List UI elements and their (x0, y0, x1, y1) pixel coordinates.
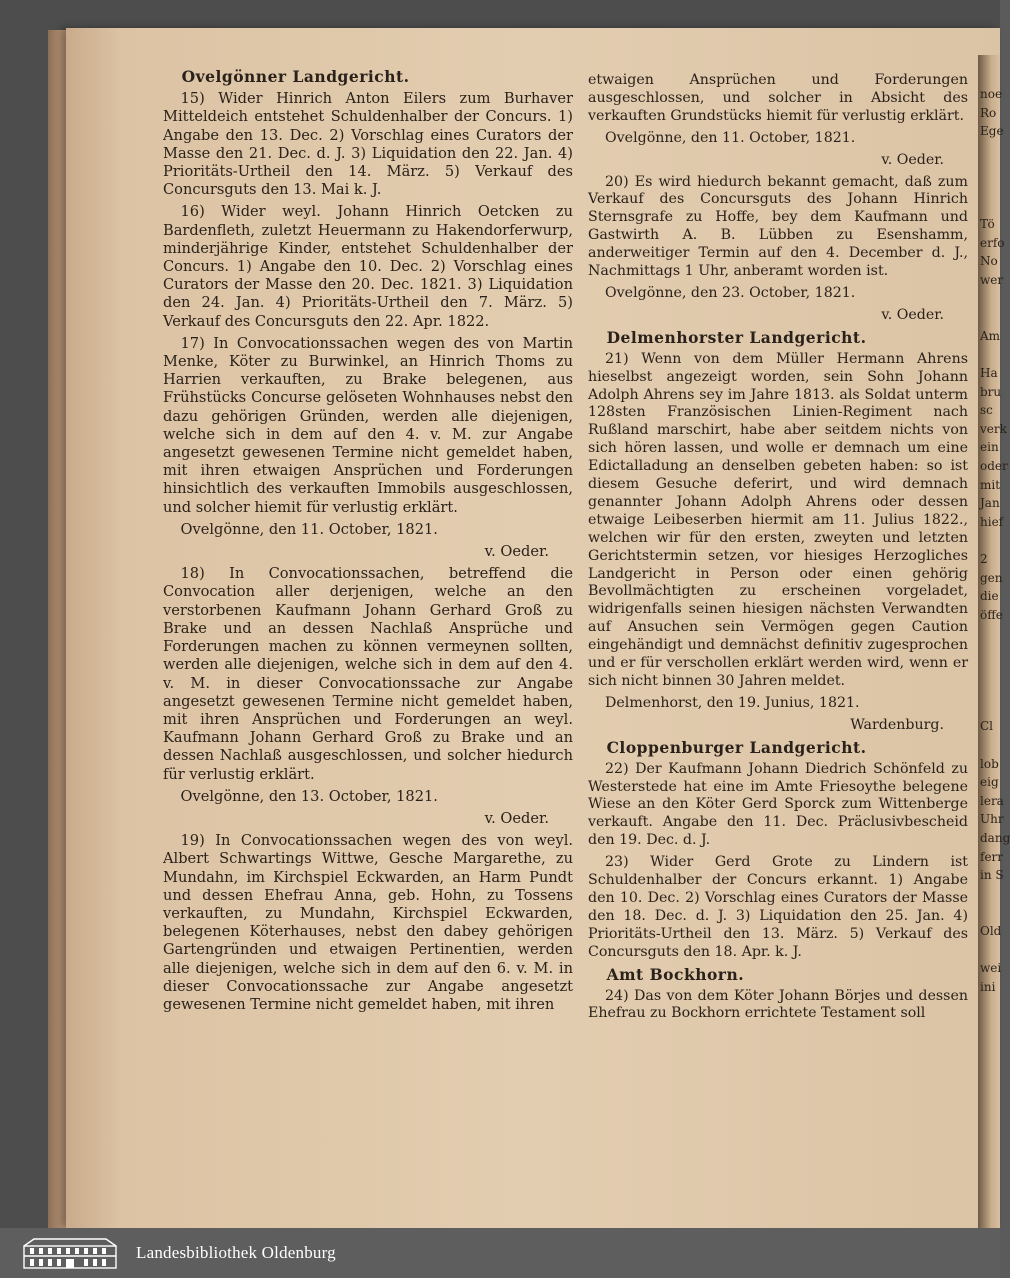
notice-21: 21) Wenn von dem Müller Hermann Ahrens hieselbst angezeigt worden, sein Sohn Johann Adolph Ahrens sey im Jahre 1813. als Soldat unterm 128sten Französischen Linien-Regiment nach Rußland marschirt, habe aber seitdem nichts von sich hören lassen, und wolle er demnach um eine Edictalladung an denselben gebeten haben: so ist diesem Gesuche deferirt, und wird demnach genannter Johann Adolph Ahrens oder dessen etwaige Leibeserben hiermit am 11. Julius 1822., welchen wir für den ersten, zweyten und letzten Gerichtstermin setzen, vor hiesiges Herzogliches Landgericht in Person oder einen gehörig Bevollmächtigten zu erscheinen vorgeladet, widrigenfalls seinen hiesigen nächsten Verwandten auf Ansuchen sein Vermögen gegen Caution eingehändigt und demnächst definitiv zugesprochen und er für verschollen erklärt werden wird, wenn er sich nicht binnen 30 Jahren meldet. (588, 350, 968, 689)
notice-24: 24) Das von dem Köter Johann Börjes und dessen Ehefrau zu Bockhorn errichtete Testament soll (588, 987, 968, 1022)
library-building-icon (22, 1236, 118, 1270)
next-page-fragment: Uhr (980, 812, 1004, 827)
next-page-fragment: gen (980, 570, 1003, 585)
next-page-fragment: in S (980, 868, 1004, 883)
next-page-fragment: ferr (980, 849, 1004, 864)
notice-17: 17) In Convocationssachen wegen des von Martin Menke, Köter zu Burwinkel, an Hinrich Thoms zu Harrien verkauften, zu Brake belegenen, aus Frühstücks Concurse gelöseten Wohnhauses nebst den dazu gehörigen Gründen, werden alle diejenigen, welche sich in dem auf den 4. v. M. zur Angabe angesetzt gewesenen Termine nicht gemeldet haben, mit ihren etwaigen Ansprüchen und Forderungen hinsichtlich des verkauften Immobils ausgeschlossen, und solcher hiemit für verlustig erklärt. (163, 334, 573, 516)
right-column (588, 72, 968, 1027)
next-page-fragment: noe (980, 87, 1003, 101)
next-page-fragment: Cl (980, 719, 994, 734)
next-page-fragment: ini (980, 979, 996, 994)
next-page-fragment: dang (980, 831, 1010, 845)
next-page-fragment: ein (980, 440, 999, 455)
next-page-fragment: Tö (980, 217, 995, 232)
left-column (163, 68, 573, 1018)
next-page-fragment: eig (980, 775, 999, 790)
next-page-fragment: Ege (980, 124, 1004, 139)
next-page-fragment: Jan (980, 496, 1000, 511)
signature: v. Oeder. (484, 543, 549, 561)
section-heading-cloppenburg: Cloppenburger Landgericht. (606, 737, 867, 757)
signature: v. Oeder. (484, 809, 549, 827)
notice-19: 19) In Convocationssachen wegen des von weyl. Albert Schwartings Wittwe, Gesche Margarethe, zu Mundahn, im Kirchspiel Eckwarden, an Harm Pundt und dessen Ehefrau Anna, geb. Hohn, zu Tossens verkauften, zu Mundahn, Kirchspiel Eckwarden, belegenen Köterhauses, nebst den dabey gehörigen Gartengründen und etwaigen Pertinentien, werden alle diejenigen, welche sich in dem auf den 6. v. M. in dieser Convocationssache zur Angabe angesetzt gewesenen Termine nicht gemeldet haben, mit ihren (163, 832, 573, 1013)
signature: v. Oeder. (881, 306, 944, 323)
next-page-fragment: 2 (980, 552, 988, 566)
next-page-fragment: erfo (980, 235, 1005, 250)
next-page-fragment: No (980, 254, 998, 269)
next-page-fragment: Ha (980, 366, 998, 380)
signature: Wardenburg. (850, 716, 944, 733)
next-page-fragment: wei (980, 961, 1002, 976)
next-page-fragment: die (980, 589, 999, 604)
dateline: Ovelgönne, den 13. October, 1821. (180, 787, 438, 805)
section-heading-ovelgoenne: Ovelgönner Landgericht. (181, 67, 410, 86)
section-heading-delmenhorst: Delmenhorster Landgericht. (606, 327, 867, 347)
next-page-fragment: wer (980, 273, 1004, 287)
footer-bar (0, 1228, 1000, 1278)
next-page-fragment: lob (980, 756, 999, 771)
next-page-fragment: verk (980, 421, 1007, 436)
dateline: Ovelgönne, den 11. October, 1821. (180, 520, 438, 538)
notice-23: 23) Wider Gerd Grote zu Lindern ist Schuldenhalber der Concurs erkannt. 1) Angabe den 10. Dec. 2) Vorschlag eines Curators der Masse den 18. Dec. d. J. 3) Liquidation den 25. Jan. 4) Prioritäts-Urtheil den 13. März. 5) Verkauf des Concursguts den 18. Apr. k. J. (588, 854, 968, 960)
next-page-fragment: bru (980, 384, 1002, 399)
library-name: Landesbibliothek Oldenburg (136, 1243, 336, 1262)
next-page-fragment: oder (980, 459, 1008, 473)
notice-20: 20) Es wird hiedurch bekannt gemacht, daß zum Verkauf des Concursguts des Johann Hinrich Sternsgrafe zu Hoffe, bey dem Kaufmann und Gastwirth A. B. Lübben zu Esenshamm, anderweitiger Termin auf den 4. December d. J., Nachmittags 1 Uhr, anberamt worden ist. (588, 173, 968, 280)
next-page-fragment: öffe (980, 607, 1003, 622)
next-page-fragment: sc (980, 403, 993, 418)
next-page-fragment: Ro (980, 105, 997, 120)
continuation-text: etwaigen Ansprüchen und Forderungen ausgeschlossen, und solcher in Absicht des verkauften Grundstücks hiemit für verlustig erklärt. (588, 72, 968, 124)
next-page-fragment: mit (980, 477, 1001, 492)
next-page-fragment: Am (980, 328, 1001, 343)
notice-15: 15) Wider Hinrich Anton Eilers zum Burhaver Mitteldeich entstehet Schuldenhalber der Concurs. 1) Angabe den 13. Dec. 2) Vorschlag eines Curators der Masse den 21. Dec. d. J. 3) Liquidation den 22. Jan. 4) Prioritäts-Urtheil den 14. März. 5) Verkauf des Concursguts den 13. Mai k. J. (163, 90, 573, 199)
notice-22: 22) Der Kaufmann Johann Diedrich Schönfeld zu Westerstede hat eine im Amte Friesoythe belegene Wiese an den Köter Gerd Sporck zum Wittenberge verkauft. Angabe den 11. Dec. Präclusivbescheid den 19. Dec. d. J. (588, 760, 968, 849)
section-heading-bockhorn: Amt Bockhorn. (606, 964, 745, 984)
dateline: Ovelgönne, den 11. October, 1821. (605, 129, 856, 146)
dateline: Delmenhorst, den 19. Junius, 1821. (605, 694, 860, 711)
dateline: Ovelgönne, den 23. October, 1821. (605, 284, 856, 301)
notice-16: 16) Wider weyl. Johann Hinrich Oetcken zu Bardenfleth, zuletzt Heuermann zu Hakendorferwurp, minderjährige Kinder, entstehet Schuldenhalber der Concurs. 1) Angabe den 10. Dec. 2) Vorschlag eines Curators der Masse den 20. Dec. 1821. 3) Liquidation den 24. Jan. 4) Prioritäts-Urtheil den 7. März. 5) Verkauf des Concursguts den 22. Apr. 1822. (163, 203, 573, 330)
next-page-fragment: hief (980, 514, 1004, 529)
next-page-fragment: lera (980, 793, 1004, 808)
notice-18: 18) In Convocationssachen, betreffend die Convocation aller derjenigen, welche an den verstorbenen Kaufmann Johann Gerhard Groß zu Brake und an dessen Nachlaß Ansprüche und Forderungen machen zu können vermeynen sollten, werden alle diejenigen, welche sich in dem auf den 4. v. M. in dieser Convocationssache zur Angabe angesetzt gewesenen Termine nicht gemeldet haben, mit ihren Ansprüchen und Forderungen an weyl. Kaufmann Johann Gerhard Groß zu Brake und an dessen Nachlaß ausgeschlossen, und solcher hiedurch für verlustig erklärt. (163, 565, 573, 783)
next-page-fragment: Old (980, 924, 1002, 938)
next-page-strip (978, 55, 1010, 1228)
signature: v. Oeder. (881, 151, 944, 168)
